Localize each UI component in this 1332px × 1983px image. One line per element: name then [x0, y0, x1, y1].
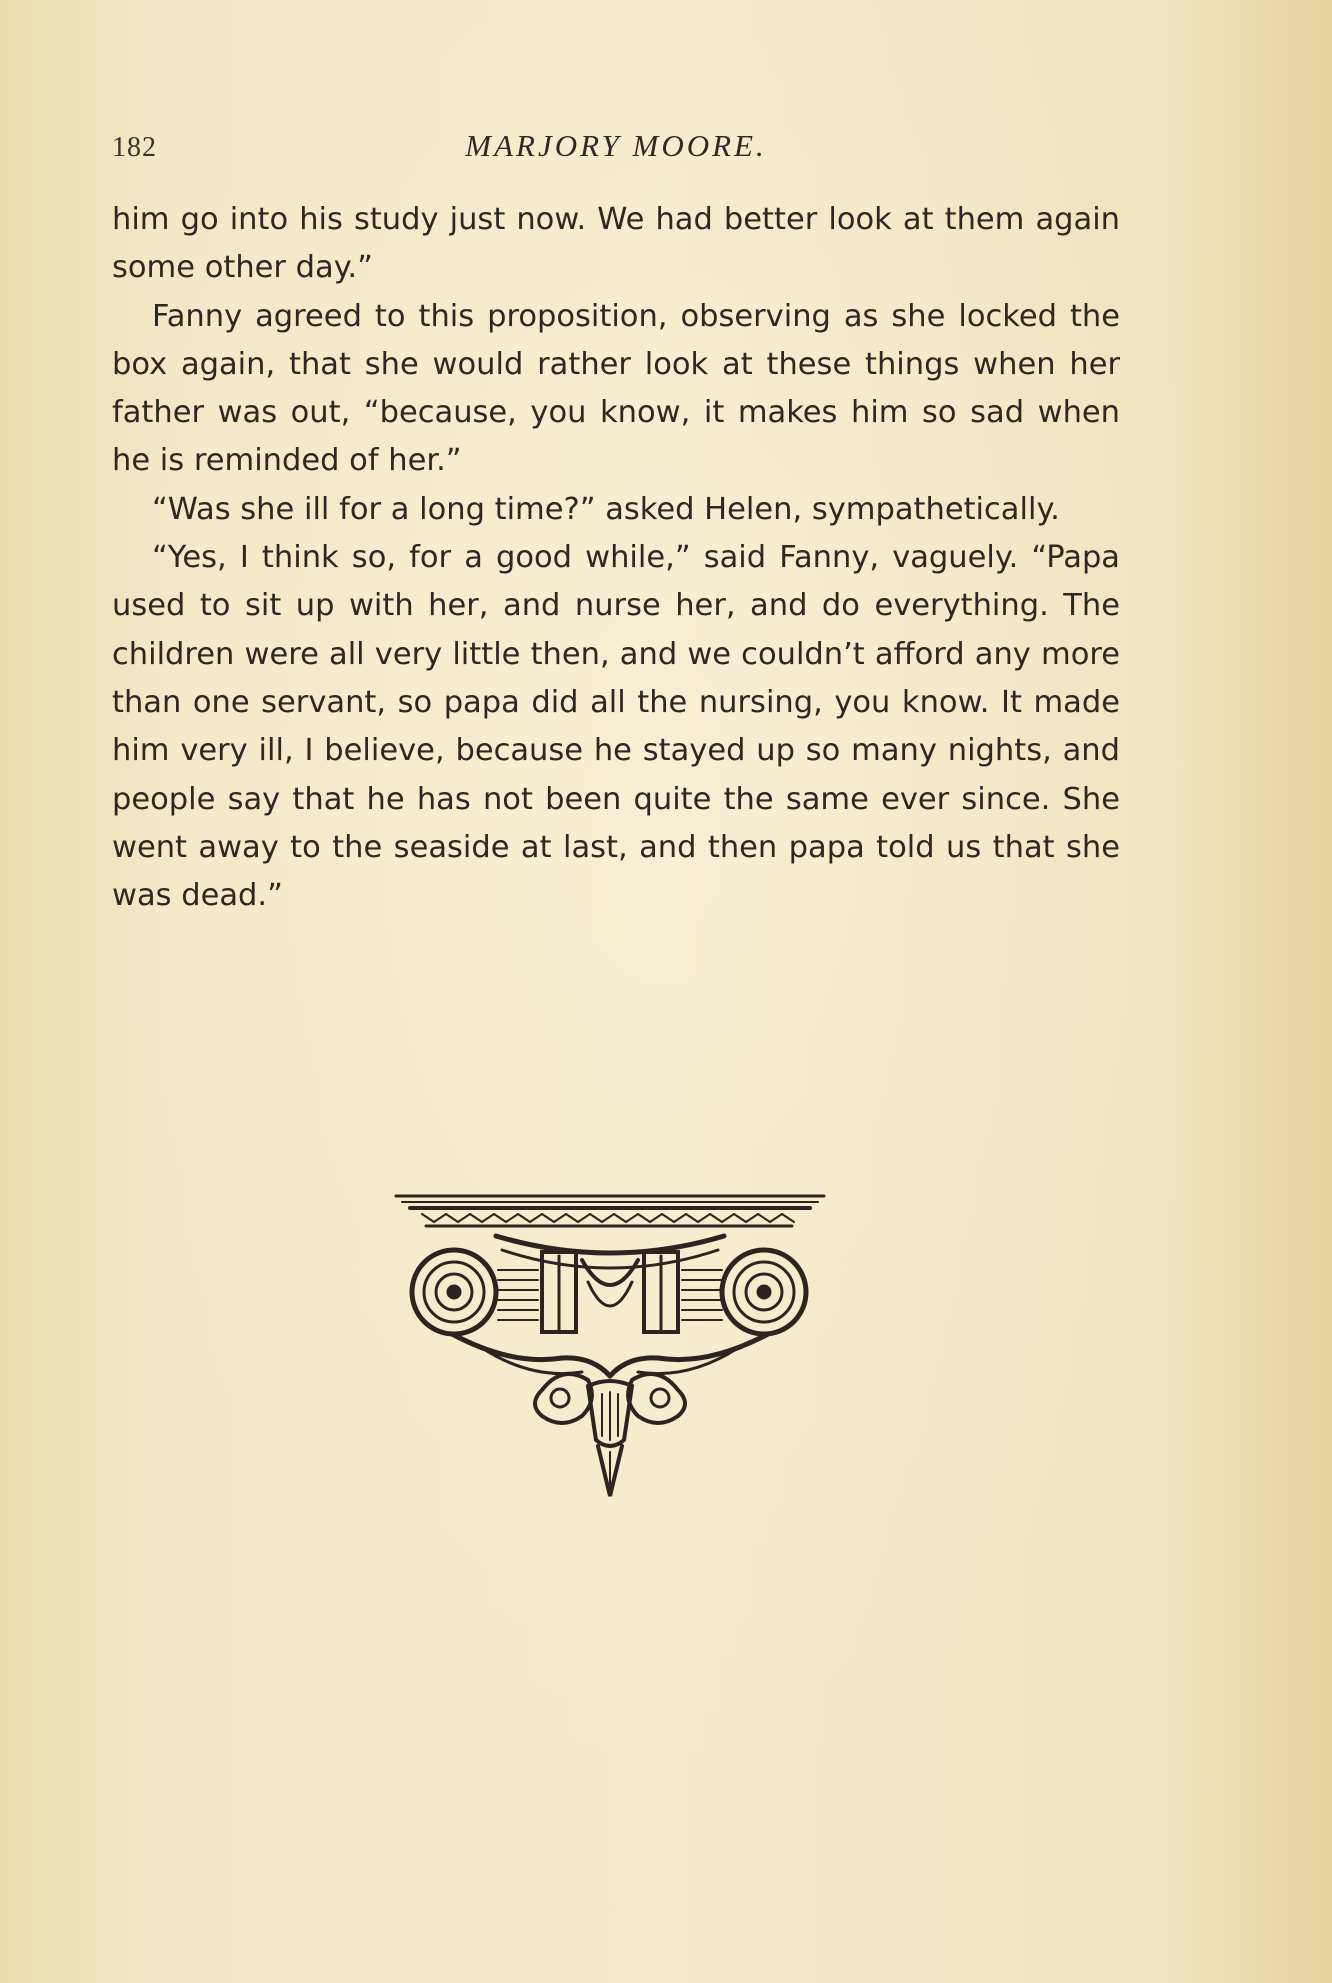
- paragraph: Fanny agreed to this proposition, observing as she locked the box again, that she would rather look at these things when her father was out, “because, you know, it makes him so sad when he is reminded of her.”: [112, 298, 1120, 479]
- page-number: 182: [112, 132, 157, 163]
- tailpiece-ornament-icon: [392, 1190, 828, 1502]
- paragraph: “Yes, I think so, for a good while,” said Fanny, vaguely. “Papa used to sit up with her, and nurse her, and do everything. The children were all very little then, and we couldn’t afford any more than one servant, so papa did all the nursing, you know. It made him very ill, I believe, because he stayed up so many nights, and people say that he has not been quite the same ever since. She went away to the seaside at last, and then papa told us that she was dead.”: [112, 540, 1120, 914]
- running-title: MARJORY MOORE.: [465, 128, 767, 163]
- body-text: [112, 196, 1120, 920]
- paragraph: “Was she ill for a long time?” asked Helen, sympathetically.: [152, 491, 1060, 527]
- running-head: [112, 128, 1120, 168]
- paragraph-continuation: him go into his study just now. We had better look at them again some other day.”: [112, 202, 1120, 286]
